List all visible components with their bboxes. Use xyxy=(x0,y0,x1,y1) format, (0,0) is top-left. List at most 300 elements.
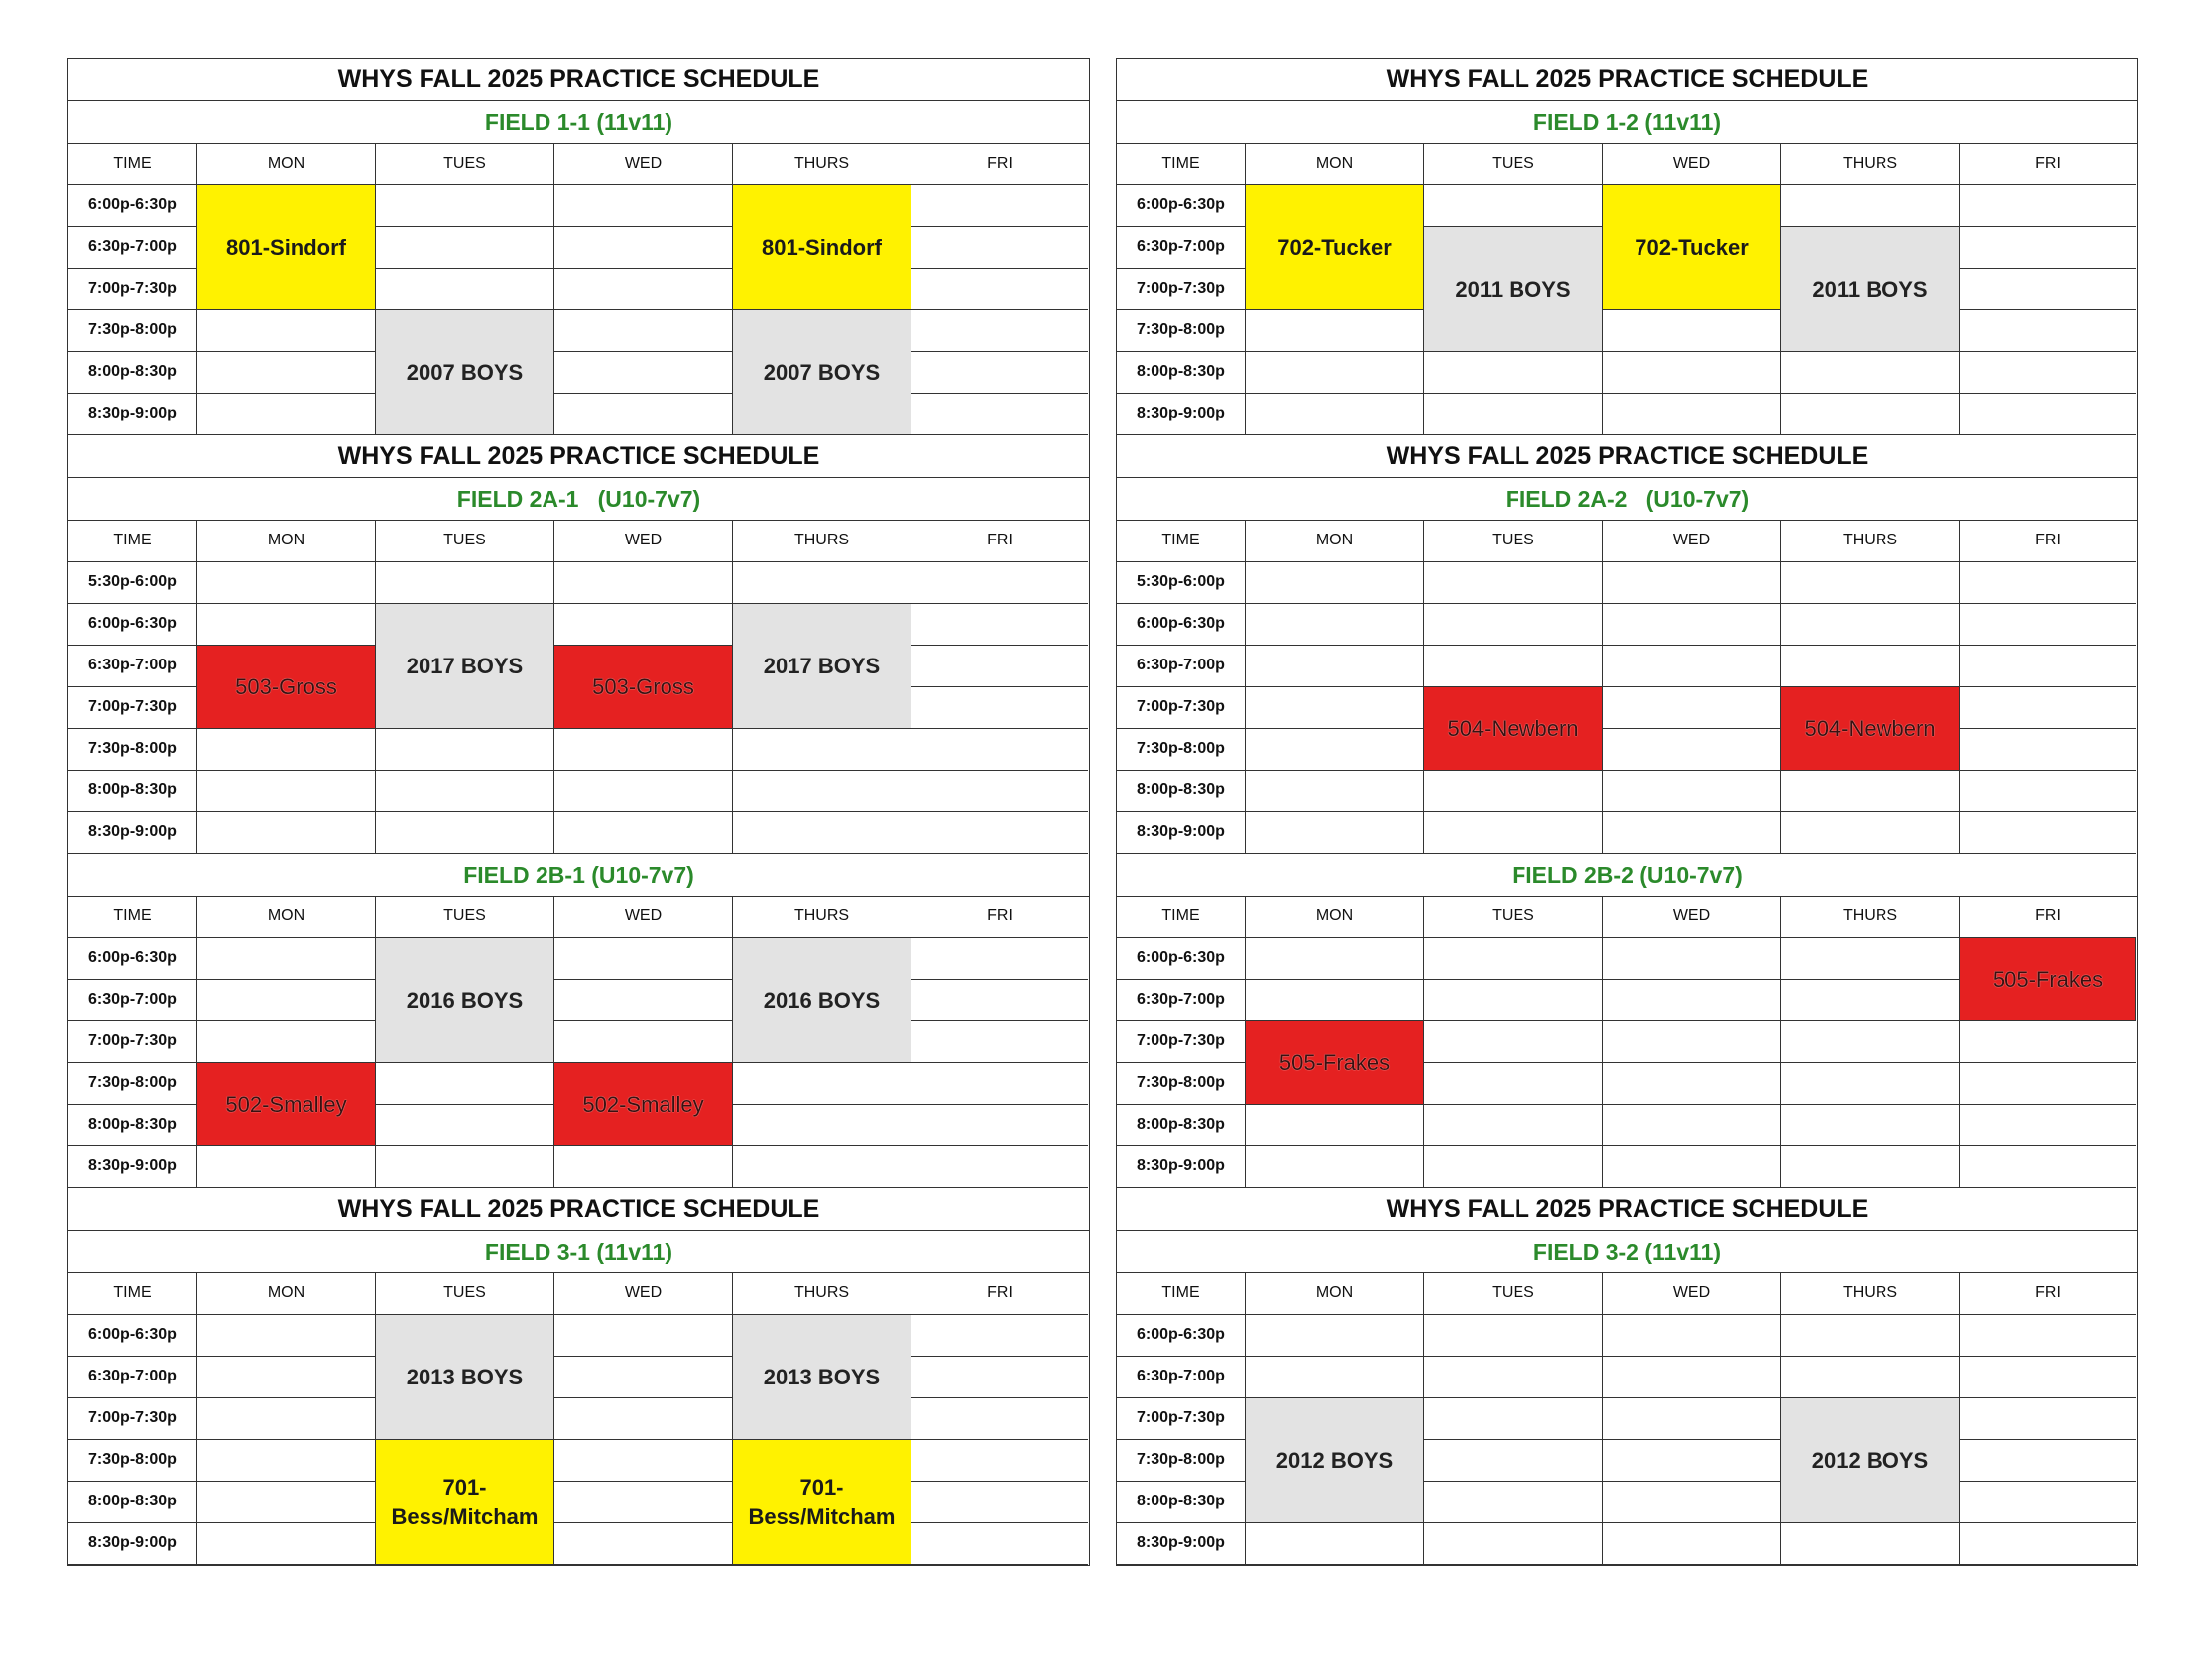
empty-slot xyxy=(1246,1105,1424,1146)
time-slot-label: 8:00p-8:30p xyxy=(68,1482,197,1523)
empty-slot xyxy=(1781,1105,1960,1146)
empty-slot xyxy=(1424,1021,1603,1063)
empty-slot xyxy=(911,185,1088,227)
empty-slot xyxy=(554,729,733,771)
practice-block-label: 2012 BOYS xyxy=(1811,1447,1929,1473)
empty-slot xyxy=(197,352,376,394)
empty-slot xyxy=(197,938,376,980)
empty-slot xyxy=(1424,980,1603,1021)
empty-slot xyxy=(911,562,1088,604)
practice-block xyxy=(376,1315,554,1440)
practice-block xyxy=(1424,227,1603,352)
empty-slot xyxy=(554,1398,733,1440)
time-slot-label: 6:00p-6:30p xyxy=(68,1315,197,1357)
practice-block-label: 2012 BOYS xyxy=(1275,1447,1394,1473)
empty-slot xyxy=(911,980,1088,1021)
practice-block-label: 505-Frakes xyxy=(1992,966,2104,992)
empty-slot xyxy=(554,227,733,269)
time-slot-label: 7:00p-7:30p xyxy=(1117,687,1246,729)
column-header-fri: FRI xyxy=(1960,1273,2136,1315)
empty-slot xyxy=(1960,1357,2136,1398)
practice-block xyxy=(197,646,376,729)
practice-block-label: 503-Gross xyxy=(235,673,337,699)
empty-slot xyxy=(1960,185,2136,227)
empty-slot xyxy=(197,310,376,352)
column-header-wed: WED xyxy=(554,521,733,562)
practice-block-label: 505-Frakes xyxy=(1278,1049,1391,1075)
empty-slot xyxy=(1424,938,1603,980)
empty-slot xyxy=(911,1357,1088,1398)
empty-slot xyxy=(1960,604,2136,646)
field-heading: FIELD 2A-1 (U10-7v7) xyxy=(68,478,1089,521)
practice-block-label: 503-Gross xyxy=(592,673,694,699)
practice-block xyxy=(1246,185,1424,310)
time-slot-label: 6:30p-7:00p xyxy=(68,227,197,269)
empty-slot xyxy=(376,269,554,310)
empty-slot xyxy=(911,1315,1088,1357)
practice-block xyxy=(376,310,554,435)
column-header-fri: FRI xyxy=(1960,144,2136,185)
empty-slot xyxy=(376,1063,554,1105)
time-slot-label: 7:30p-8:00p xyxy=(68,1063,197,1105)
time-slot-label: 8:30p-9:00p xyxy=(1117,394,1246,435)
empty-slot xyxy=(376,1146,554,1188)
empty-slot xyxy=(1246,1523,1424,1565)
empty-slot xyxy=(1960,729,2136,771)
time-slot-label: 6:30p-7:00p xyxy=(1117,227,1246,269)
empty-slot xyxy=(1960,1398,2136,1440)
empty-slot xyxy=(911,1063,1088,1105)
column-header-mon: MON xyxy=(197,897,376,938)
practice-block xyxy=(376,1440,554,1565)
empty-slot xyxy=(1603,812,1781,854)
time-slot-label: 7:00p-7:30p xyxy=(68,1398,197,1440)
field-heading: FIELD 2B-2 (U10-7v7) xyxy=(1117,854,2137,897)
column-header-tues: TUES xyxy=(376,1273,554,1315)
time-slot-label: 8:30p-9:00p xyxy=(1117,812,1246,854)
empty-slot xyxy=(1424,394,1603,435)
empty-slot xyxy=(1603,1063,1781,1105)
column-header-thurs: THURS xyxy=(733,521,911,562)
time-slot-label: 8:00p-8:30p xyxy=(1117,352,1246,394)
practice-block-label: 502-Smalley xyxy=(582,1091,704,1117)
empty-slot xyxy=(911,687,1088,729)
empty-slot xyxy=(1603,1440,1781,1482)
empty-slot xyxy=(1781,1357,1960,1398)
empty-slot xyxy=(911,1146,1088,1188)
empty-slot xyxy=(1246,646,1424,687)
empty-slot xyxy=(1603,771,1781,812)
time-slot-label: 6:30p-7:00p xyxy=(68,1357,197,1398)
practice-block xyxy=(376,938,554,1063)
practice-block xyxy=(1781,1398,1960,1523)
empty-slot xyxy=(911,938,1088,980)
empty-slot xyxy=(1960,687,2136,729)
empty-slot xyxy=(1424,604,1603,646)
empty-slot xyxy=(1960,771,2136,812)
empty-slot xyxy=(911,1021,1088,1063)
empty-slot xyxy=(197,1021,376,1063)
empty-slot xyxy=(376,562,554,604)
empty-slot xyxy=(1960,562,2136,604)
empty-slot xyxy=(554,562,733,604)
empty-slot xyxy=(1424,1063,1603,1105)
empty-slot xyxy=(1781,1063,1960,1105)
column-header-time: TIME xyxy=(1117,1273,1246,1315)
column-header-fri: FRI xyxy=(911,1273,1088,1315)
schedule-title: WHYS FALL 2025 PRACTICE SCHEDULE xyxy=(1117,1188,2137,1231)
empty-slot xyxy=(376,729,554,771)
practice-block xyxy=(1603,185,1781,310)
column-header-wed: WED xyxy=(1603,521,1781,562)
empty-slot xyxy=(733,729,911,771)
practice-block-label: 2013 BOYS xyxy=(763,1364,881,1389)
empty-slot xyxy=(1246,1146,1424,1188)
time-slot-label: 7:00p-7:30p xyxy=(68,687,197,729)
empty-slot xyxy=(1960,646,2136,687)
empty-slot xyxy=(1603,980,1781,1021)
practice-block-label: 502-Smalley xyxy=(225,1091,347,1117)
practice-block xyxy=(733,1440,911,1565)
empty-slot xyxy=(911,1440,1088,1482)
column-header-fri: FRI xyxy=(1960,897,2136,938)
empty-slot xyxy=(376,1105,554,1146)
column-header-thurs: THURS xyxy=(733,897,911,938)
schedule-grid xyxy=(1117,521,2137,854)
empty-slot xyxy=(1424,562,1603,604)
time-slot-label: 8:00p-8:30p xyxy=(68,352,197,394)
empty-slot xyxy=(554,1357,733,1398)
empty-slot xyxy=(1960,1063,2136,1105)
schedule-grid xyxy=(1117,897,2137,1188)
time-slot-label: 7:30p-8:00p xyxy=(1117,310,1246,352)
practice-block-label: 504-Newbern xyxy=(1804,715,1936,741)
practice-block xyxy=(1781,687,1960,771)
empty-slot xyxy=(911,352,1088,394)
empty-slot xyxy=(733,1063,911,1105)
time-slot-label: 7:30p-8:00p xyxy=(68,1440,197,1482)
empty-slot xyxy=(1781,1021,1960,1063)
practice-block-label: 2017 BOYS xyxy=(763,653,881,678)
empty-slot xyxy=(197,1523,376,1565)
empty-slot xyxy=(1781,604,1960,646)
column-header-tues: TUES xyxy=(1424,897,1603,938)
field-heading: FIELD 1-1 (11v11) xyxy=(68,101,1089,144)
empty-slot xyxy=(1781,812,1960,854)
column-header-fri: FRI xyxy=(1960,521,2136,562)
empty-slot xyxy=(1960,1315,2136,1357)
time-slot-label: 7:00p-7:30p xyxy=(1117,269,1246,310)
practice-block-label: 701- Bess/Mitcham xyxy=(748,1474,896,1529)
practice-block xyxy=(376,604,554,729)
empty-slot xyxy=(1603,604,1781,646)
time-slot-label: 8:00p-8:30p xyxy=(68,771,197,812)
empty-slot xyxy=(911,646,1088,687)
practice-block-label: 2013 BOYS xyxy=(406,1364,524,1389)
time-slot-label: 7:30p-8:00p xyxy=(1117,729,1246,771)
empty-slot xyxy=(1246,604,1424,646)
empty-slot xyxy=(1960,1440,2136,1482)
empty-slot xyxy=(376,771,554,812)
empty-slot xyxy=(1781,1523,1960,1565)
empty-slot xyxy=(1960,1021,2136,1063)
empty-slot xyxy=(554,771,733,812)
schedule-grid xyxy=(68,521,1089,854)
empty-slot xyxy=(197,1357,376,1398)
time-slot-label: 6:00p-6:30p xyxy=(68,604,197,646)
empty-slot xyxy=(1424,1357,1603,1398)
column-header-wed: WED xyxy=(554,1273,733,1315)
empty-slot xyxy=(733,771,911,812)
column-header-tues: TUES xyxy=(1424,1273,1603,1315)
empty-slot xyxy=(1246,771,1424,812)
empty-slot xyxy=(911,1523,1088,1565)
empty-slot xyxy=(554,1146,733,1188)
practice-block-label: 2007 BOYS xyxy=(406,359,524,385)
empty-slot xyxy=(911,310,1088,352)
time-slot-label: 6:00p-6:30p xyxy=(1117,1315,1246,1357)
empty-slot xyxy=(1960,310,2136,352)
empty-slot xyxy=(1424,812,1603,854)
empty-slot xyxy=(376,185,554,227)
time-slot-label: 6:30p-7:00p xyxy=(1117,646,1246,687)
field-heading: FIELD 3-1 (11v11) xyxy=(68,1231,1089,1273)
time-slot-label: 7:00p-7:30p xyxy=(1117,1021,1246,1063)
empty-slot xyxy=(554,812,733,854)
empty-slot xyxy=(197,1398,376,1440)
field-heading: FIELD 2A-2 (U10-7v7) xyxy=(1117,478,2137,521)
time-slot-label: 6:30p-7:00p xyxy=(1117,980,1246,1021)
empty-slot xyxy=(1960,1105,2136,1146)
practice-block-label: 702-Tucker xyxy=(1277,234,1392,260)
column-header-time: TIME xyxy=(1117,521,1246,562)
schedule-grid xyxy=(68,1273,1089,1565)
time-slot-label: 8:30p-9:00p xyxy=(68,812,197,854)
empty-slot xyxy=(1246,980,1424,1021)
practice-block xyxy=(733,604,911,729)
empty-slot xyxy=(1781,771,1960,812)
schedule-title: WHYS FALL 2025 PRACTICE SCHEDULE xyxy=(1117,435,2137,478)
empty-slot xyxy=(1781,1315,1960,1357)
empty-slot xyxy=(376,227,554,269)
time-slot-label: 8:30p-9:00p xyxy=(68,1523,197,1565)
empty-slot xyxy=(197,1482,376,1523)
column-header-mon: MON xyxy=(197,1273,376,1315)
empty-slot xyxy=(911,771,1088,812)
time-slot-label: 6:00p-6:30p xyxy=(68,938,197,980)
empty-slot xyxy=(911,1482,1088,1523)
empty-slot xyxy=(1603,646,1781,687)
column-header-tues: TUES xyxy=(376,144,554,185)
time-slot-label: 5:30p-6:00p xyxy=(68,562,197,604)
empty-slot xyxy=(1960,394,2136,435)
empty-slot xyxy=(1960,269,2136,310)
empty-slot xyxy=(1781,646,1960,687)
empty-slot xyxy=(1246,394,1424,435)
empty-slot xyxy=(1603,1523,1781,1565)
empty-slot xyxy=(376,812,554,854)
empty-slot xyxy=(1603,1021,1781,1063)
time-slot-label: 7:00p-7:30p xyxy=(68,1021,197,1063)
practice-block-label: 801-Sindorf xyxy=(761,234,883,260)
empty-slot xyxy=(1424,771,1603,812)
empty-slot xyxy=(1603,1482,1781,1523)
empty-slot xyxy=(1603,562,1781,604)
empty-slot xyxy=(1603,1105,1781,1146)
empty-slot xyxy=(554,938,733,980)
practice-block xyxy=(733,185,911,310)
practice-block-label: 702-Tucker xyxy=(1635,234,1749,260)
empty-slot xyxy=(1781,562,1960,604)
empty-slot xyxy=(1781,980,1960,1021)
practice-block-label: 2007 BOYS xyxy=(763,359,881,385)
column-header-time: TIME xyxy=(68,1273,197,1315)
empty-slot xyxy=(197,980,376,1021)
empty-slot xyxy=(733,1105,911,1146)
empty-slot xyxy=(1246,562,1424,604)
column-header-time: TIME xyxy=(68,897,197,938)
empty-slot xyxy=(1603,1398,1781,1440)
column-header-wed: WED xyxy=(1603,1273,1781,1315)
empty-slot xyxy=(1246,729,1424,771)
field-heading: FIELD 3-2 (11v11) xyxy=(1117,1231,2137,1273)
column-header-tues: TUES xyxy=(376,897,554,938)
column-header-time: TIME xyxy=(1117,897,1246,938)
empty-slot xyxy=(1603,1315,1781,1357)
time-slot-label: 7:30p-8:00p xyxy=(1117,1063,1246,1105)
column-header-fri: FRI xyxy=(911,897,1088,938)
practice-block-label: 2011 BOYS xyxy=(1455,276,1571,301)
empty-slot xyxy=(1960,1146,2136,1188)
practice-block xyxy=(1781,227,1960,352)
empty-slot xyxy=(1960,1523,2136,1565)
schedule-title: WHYS FALL 2025 PRACTICE SCHEDULE xyxy=(68,435,1089,478)
time-slot-label: 8:00p-8:30p xyxy=(1117,1482,1246,1523)
empty-slot xyxy=(1424,1523,1603,1565)
empty-slot xyxy=(1603,938,1781,980)
empty-slot xyxy=(1424,1315,1603,1357)
practice-block xyxy=(1246,1398,1424,1523)
practice-block xyxy=(554,1063,733,1146)
column-header-thurs: THURS xyxy=(1781,897,1960,938)
column-header-wed: WED xyxy=(1603,897,1781,938)
empty-slot xyxy=(1960,227,2136,269)
empty-slot xyxy=(554,394,733,435)
empty-slot xyxy=(911,227,1088,269)
time-slot-label: 7:30p-8:00p xyxy=(68,310,197,352)
empty-slot xyxy=(1603,1357,1781,1398)
empty-slot xyxy=(554,310,733,352)
empty-slot xyxy=(1960,352,2136,394)
time-slot-label: 7:00p-7:30p xyxy=(1117,1398,1246,1440)
practice-block-label: 2016 BOYS xyxy=(406,987,524,1013)
empty-slot xyxy=(554,1021,733,1063)
empty-slot xyxy=(733,812,911,854)
empty-slot xyxy=(1424,1146,1603,1188)
empty-slot xyxy=(554,352,733,394)
empty-slot xyxy=(554,1440,733,1482)
empty-slot xyxy=(911,812,1088,854)
empty-slot xyxy=(911,604,1088,646)
empty-slot xyxy=(1781,352,1960,394)
empty-slot xyxy=(197,562,376,604)
empty-slot xyxy=(197,1315,376,1357)
column-header-fri: FRI xyxy=(911,521,1088,562)
column-header-thurs: THURS xyxy=(1781,144,1960,185)
empty-slot xyxy=(554,185,733,227)
practice-block xyxy=(733,1315,911,1440)
schedule-grid xyxy=(1117,1273,2137,1565)
time-slot-label: 8:00p-8:30p xyxy=(68,1105,197,1146)
empty-slot xyxy=(554,1315,733,1357)
empty-slot xyxy=(1424,646,1603,687)
empty-slot xyxy=(1603,394,1781,435)
time-slot-label: 8:30p-9:00p xyxy=(68,1146,197,1188)
time-slot-label: 6:00p-6:30p xyxy=(1117,185,1246,227)
schedule-column-right xyxy=(1116,58,2138,1566)
time-slot-label: 6:00p-6:30p xyxy=(68,185,197,227)
time-slot-label: 5:30p-6:00p xyxy=(1117,562,1246,604)
empty-slot xyxy=(197,812,376,854)
empty-slot xyxy=(1246,1357,1424,1398)
practice-block xyxy=(1424,687,1603,771)
schedule-title: WHYS FALL 2025 PRACTICE SCHEDULE xyxy=(68,59,1089,101)
empty-slot xyxy=(1424,185,1603,227)
column-header-mon: MON xyxy=(1246,144,1424,185)
time-slot-label: 6:30p-7:00p xyxy=(68,980,197,1021)
practice-block xyxy=(1246,1021,1424,1105)
time-slot-label: 6:00p-6:30p xyxy=(1117,938,1246,980)
empty-slot xyxy=(911,1105,1088,1146)
empty-slot xyxy=(1603,352,1781,394)
practice-block xyxy=(554,646,733,729)
time-slot-label: 7:00p-7:30p xyxy=(68,269,197,310)
field-heading: FIELD 1-2 (11v11) xyxy=(1117,101,2137,144)
empty-slot xyxy=(1246,687,1424,729)
practice-block xyxy=(733,310,911,435)
practice-block xyxy=(197,185,376,310)
empty-slot xyxy=(1246,1315,1424,1357)
empty-slot xyxy=(554,1482,733,1523)
column-header-tues: TUES xyxy=(1424,144,1603,185)
column-header-mon: MON xyxy=(1246,1273,1424,1315)
column-header-wed: WED xyxy=(554,144,733,185)
empty-slot xyxy=(911,729,1088,771)
empty-slot xyxy=(1603,1146,1781,1188)
empty-slot xyxy=(733,562,911,604)
empty-slot xyxy=(1781,185,1960,227)
empty-slot xyxy=(1424,352,1603,394)
time-slot-label: 8:30p-9:00p xyxy=(68,394,197,435)
empty-slot xyxy=(1603,687,1781,729)
schedule-title: WHYS FALL 2025 PRACTICE SCHEDULE xyxy=(1117,59,2137,101)
column-header-time: TIME xyxy=(1117,144,1246,185)
empty-slot xyxy=(197,729,376,771)
empty-slot xyxy=(1424,1482,1603,1523)
practice-block-label: 801-Sindorf xyxy=(225,234,347,260)
time-slot-label: 7:30p-8:00p xyxy=(68,729,197,771)
column-header-mon: MON xyxy=(197,521,376,562)
column-header-wed: WED xyxy=(554,897,733,938)
column-header-tues: TUES xyxy=(376,521,554,562)
empty-slot xyxy=(733,1146,911,1188)
practice-block-label: 2011 BOYS xyxy=(1812,276,1928,301)
practice-block-label: 504-Newbern xyxy=(1447,715,1579,741)
column-header-tues: TUES xyxy=(1424,521,1603,562)
empty-slot xyxy=(1246,310,1424,352)
schedule-grid xyxy=(1117,144,2137,435)
column-header-thurs: THURS xyxy=(1781,1273,1960,1315)
